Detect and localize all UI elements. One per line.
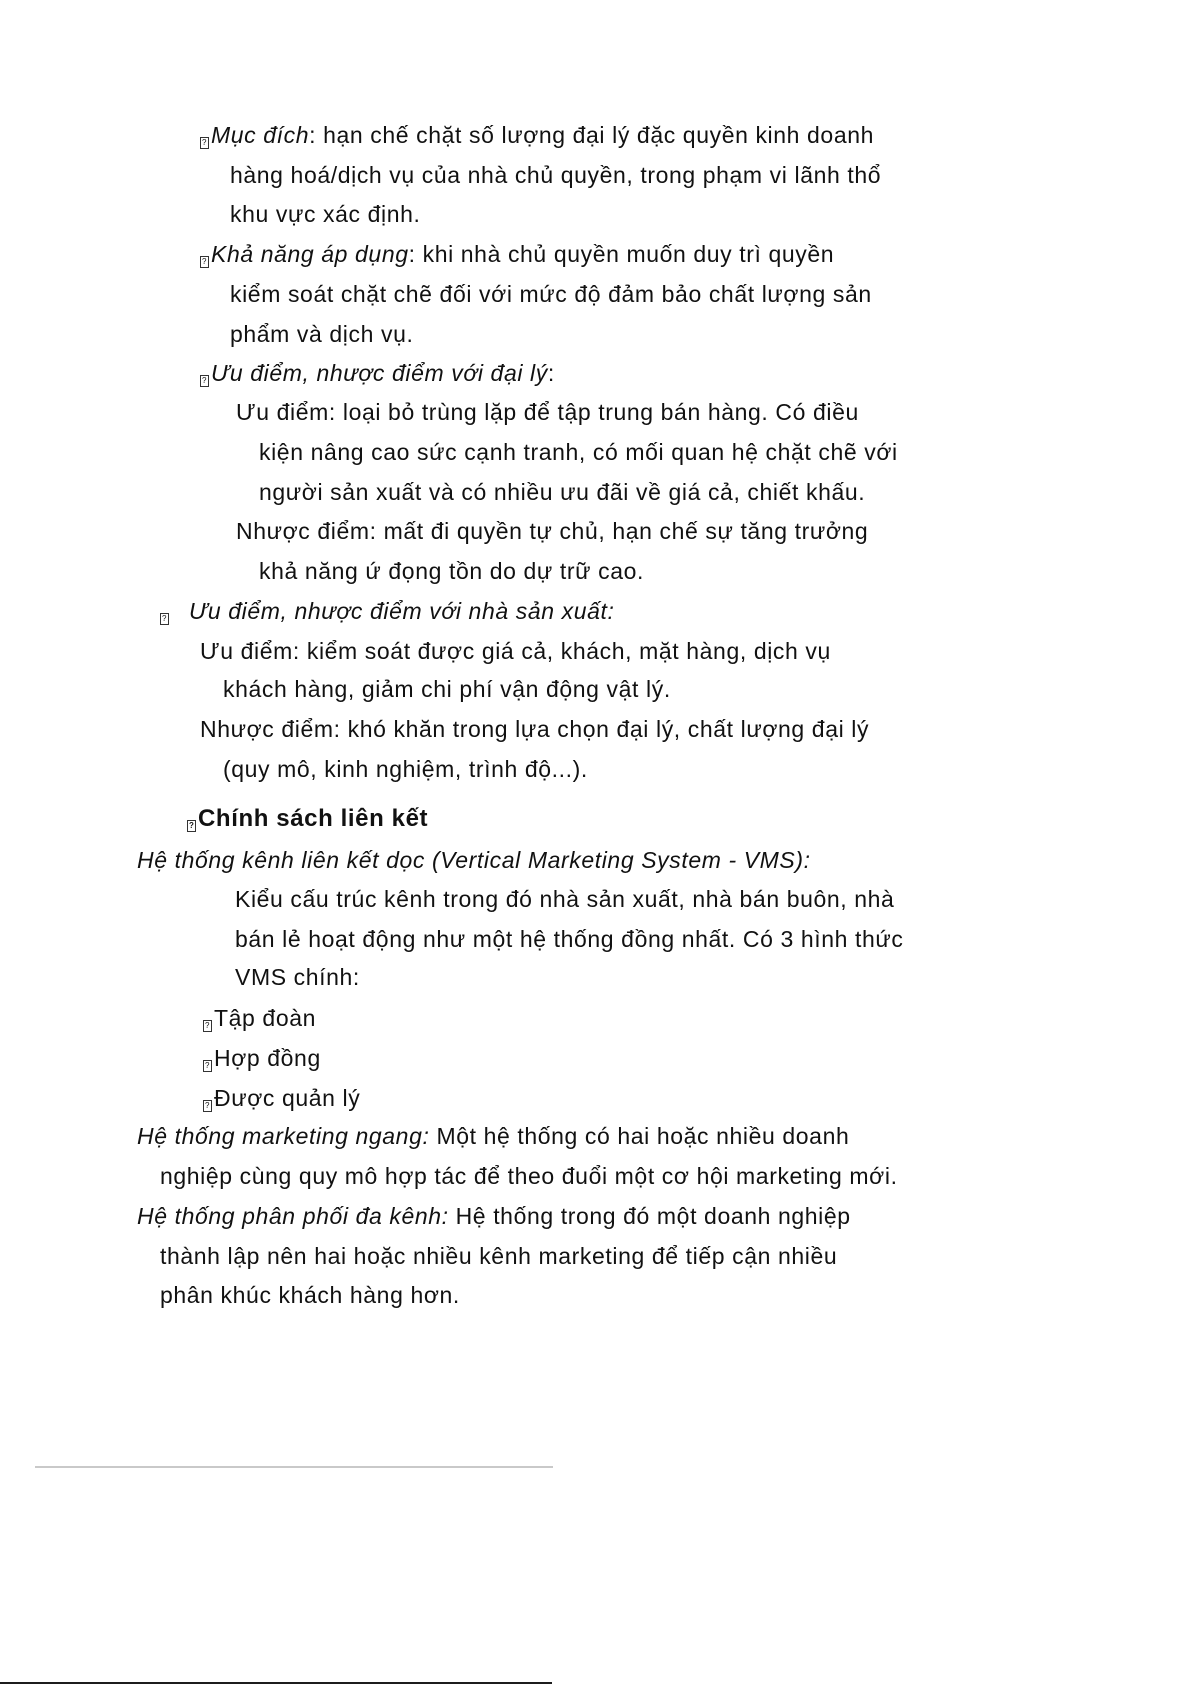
dai-ly-uu-diem-line-2: kiện nâng cao sức cạnh tranh, có mối quan hệ chặt chẽ với [259,439,898,465]
muc-dich-line-2: hàng hoá/dịch vụ của nhà chủ quyền, trong phạm vi lãnh thổ [230,162,882,188]
vms-line-2: bán lẻ hoạt động như một hệ thống đồng nhất. Có 3 hình thức [235,926,904,952]
kha-nang-label: Khả năng áp dụng [211,241,409,267]
muc-dich-label: Mục đích [211,122,310,148]
vms-form-item: ?Được quản lý [203,1084,360,1112]
chinh-sach-lien-ket-heading: ?Chính sách liên kết [187,805,428,833]
marketing-ngang-label: Hệ thống marketing ngang: [137,1123,430,1149]
vms-line-3: VMS chính: [235,964,360,990]
uu-nhuoc-dai-ly-heading: ?Ưu điểm, nhược điểm với đại lý: [200,359,555,387]
muc-dich-line-3: khu vực xác định. [230,201,421,227]
nsx-nhuoc-diem-line-2: (quy mô, kinh nghiệm, trình độ...). [223,756,588,782]
dai-ly-uu-diem-line-3: người sản xuất và có nhiều ưu đãi về giá cả, chiết khấu. [259,479,866,505]
missing-glyph-bullet-icon [203,1060,212,1072]
dai-ly-nhuoc-diem-line-2: khả năng ứ đọng tồn do dự trữ cao. [259,558,644,584]
missing-glyph-bullet-icon [203,1020,212,1032]
da-kenh-line-3: phân khúc khách hàng hơn. [160,1282,460,1308]
marketing-ngang-line-1: Hệ thống marketing ngang: Một hệ thống có hai hoặc nhiều doanh [137,1123,850,1149]
da-kenh-line-1: Hệ thống phân phối đa kênh: Hệ thống trong đó một doanh nghiệp [137,1203,851,1229]
kha-nang-line-3: phẩm và dịch vụ. [230,321,414,347]
uu-nhuoc-nsx-heading: ?Ưu điểm, nhược điểm với nhà sản xuất: [160,597,614,625]
nsx-uu-diem-line-2: khách hàng, giảm chi phí vận động vật lý. [223,676,671,702]
vms-line-1: Kiểu cấu trúc kênh trong đó nhà sản xuất, nhà bán buôn, nhà [235,886,895,912]
vms-form-item: ?Hợp đồng [203,1044,321,1072]
nsx-uu-diem-line-1: Ưu điểm: kiểm soát được giá cả, khách, mặt hàng, dịch vụ [200,638,831,664]
missing-glyph-bullet-icon [160,613,169,625]
dai-ly-uu-diem-line-1: Ưu điểm: loại bỏ trùng lặp để tập trung bán hàng. Có điều [236,399,859,425]
bottom-edge-rule [0,1682,552,1684]
marketing-ngang-line-2: nghiệp cùng quy mô hợp tác để theo đuổi một cơ hội marketing mới. [160,1163,898,1189]
muc-dich-line-1: ?Mục đích: hạn chế chặt số lượng đại lý đặc quyền kinh doanh [200,121,874,149]
missing-glyph-bullet-icon [187,820,196,832]
vms-label: Hệ thống kênh liên kết dọc (Vertical Marketing System - VMS): [137,847,811,873]
kha-nang-line-1: ?Khả năng áp dụng: khi nhà chủ quyền muốn duy trì quyền [200,240,834,268]
kha-nang-line-2: kiểm soát chặt chẽ đối với mức độ đảm bảo chất lượng sản [230,281,872,307]
missing-glyph-bullet-icon [200,375,209,387]
missing-glyph-bullet-icon [200,137,209,149]
nsx-nhuoc-diem-line-1: Nhược điểm: khó khăn trong lựa chọn đại lý, chất lượng đại lý [200,716,870,742]
vms-form-item: ?Tập đoàn [203,1004,316,1032]
da-kenh-line-2: thành lập nên hai hoặc nhiều kênh marketing để tiếp cận nhiều [160,1243,838,1269]
missing-glyph-bullet-icon [203,1100,212,1112]
missing-glyph-bullet-icon [200,256,209,268]
footer-divider [35,1466,553,1468]
da-kenh-label: Hệ thống phân phối đa kênh: [137,1203,449,1229]
dai-ly-nhuoc-diem-line-1: Nhược điểm: mất đi quyền tự chủ, hạn chế sự tăng trưởng [236,518,869,544]
